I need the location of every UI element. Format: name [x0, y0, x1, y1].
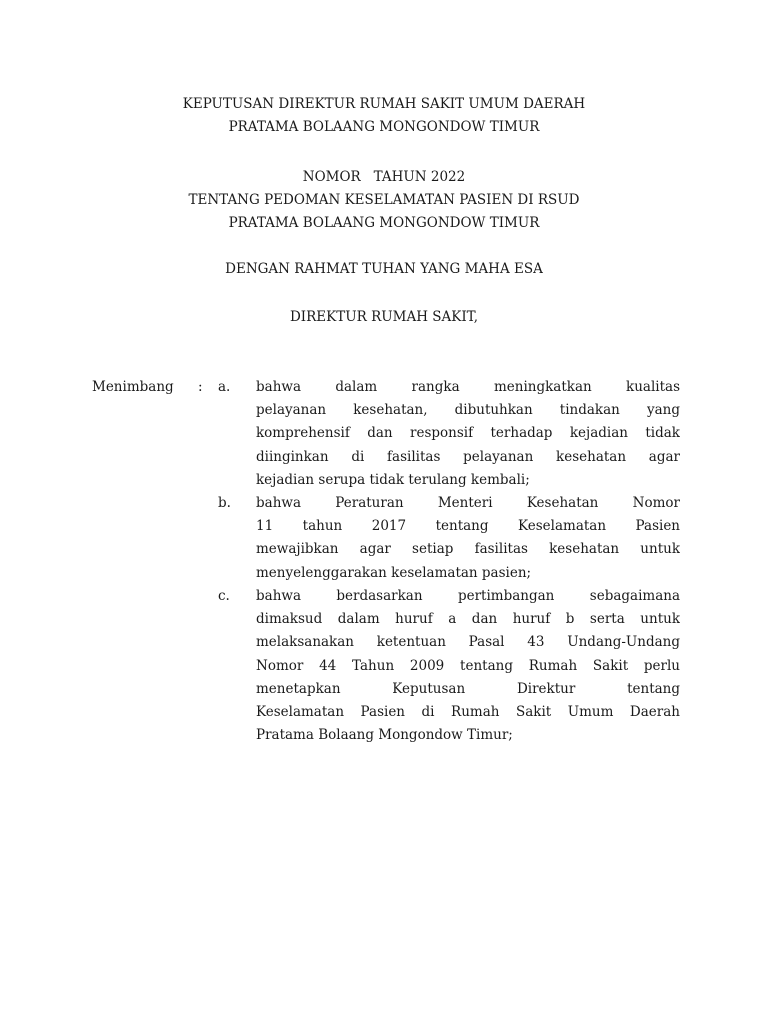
- item-marker: a.: [218, 379, 231, 395]
- decree-title-line-2: PRATAMA BOLAANG MONGONDOW TIMUR: [228, 119, 540, 135]
- item-text: [256, 376, 680, 492]
- item-line: dimaksud dalam huruf a dan huruf b serta untuk: [256, 611, 680, 628]
- authority-text: DIREKTUR RUMAH SAKIT,: [289, 309, 478, 325]
- item-line: pelayanan kesehatan, dibutuhkan tindakan yang: [256, 402, 680, 419]
- decree-subject-line-1: TENTANG PEDOMAN KESELAMATAN PASIEN DI RSUD: [188, 192, 580, 208]
- item-line: komprehensif dan responsif terhadap kejadian tidak: [256, 425, 680, 442]
- item-line: Nomor 44 Tahun 2009 tentang Rumah Sakit perlu: [256, 657, 680, 674]
- considering-label: Menimbang: [92, 379, 174, 395]
- item-line: diinginkan di fasilitas pelayanan kesehatan agar: [256, 448, 680, 465]
- decree-title-line-1: KEPUTUSAN DIREKTUR RUMAH SAKIT UMUM DAERAH: [182, 96, 586, 112]
- decree-number: NOMOR TAHUN 2022: [302, 169, 466, 185]
- item-line: 11 tahun 2017 tentang Keselamatan Pasien: [256, 518, 680, 535]
- decree-title: [0, 93, 768, 139]
- item-line: menetapkan Keputusan Direktur tentang: [256, 680, 680, 697]
- item-line: menyelenggarakan keselamatan pasien;: [256, 564, 532, 581]
- decree-number-block: [0, 166, 768, 235]
- item-text: [256, 585, 680, 747]
- considering-colon: :: [198, 379, 203, 395]
- decree-subject-line-2: PRATAMA BOLAANG MONGONDOW TIMUR: [228, 215, 540, 231]
- invocation: [0, 258, 768, 281]
- item-line: kejadian serupa tidak terulang kembali;: [256, 471, 530, 488]
- item-line: Keselamatan Pasien di Rumah Sakit Umum Daerah: [256, 703, 680, 720]
- item-line: melaksanakan ketentuan Pasal 43 Undang-Undang: [256, 634, 680, 651]
- item-marker: b.: [218, 495, 231, 511]
- item-text: [256, 492, 680, 585]
- item-line: mewajibkan agar setiap fasilitas kesehatan untuk: [256, 541, 680, 558]
- invocation-text: DENGAN RAHMAT TUHAN YANG MAHA ESA: [225, 261, 543, 277]
- item-line: Pratama Bolaang Mongondow Timur;: [256, 727, 513, 744]
- item-marker: c.: [218, 588, 230, 604]
- item-line: bahwa dalam rangka meningkatkan kualitas: [256, 379, 680, 395]
- item-line: bahwa berdasarkan pertimbangan sebagaimana: [256, 588, 680, 604]
- item-line: bahwa Peraturan Menteri Kesehatan Nomor: [256, 495, 680, 511]
- authority: [0, 306, 768, 329]
